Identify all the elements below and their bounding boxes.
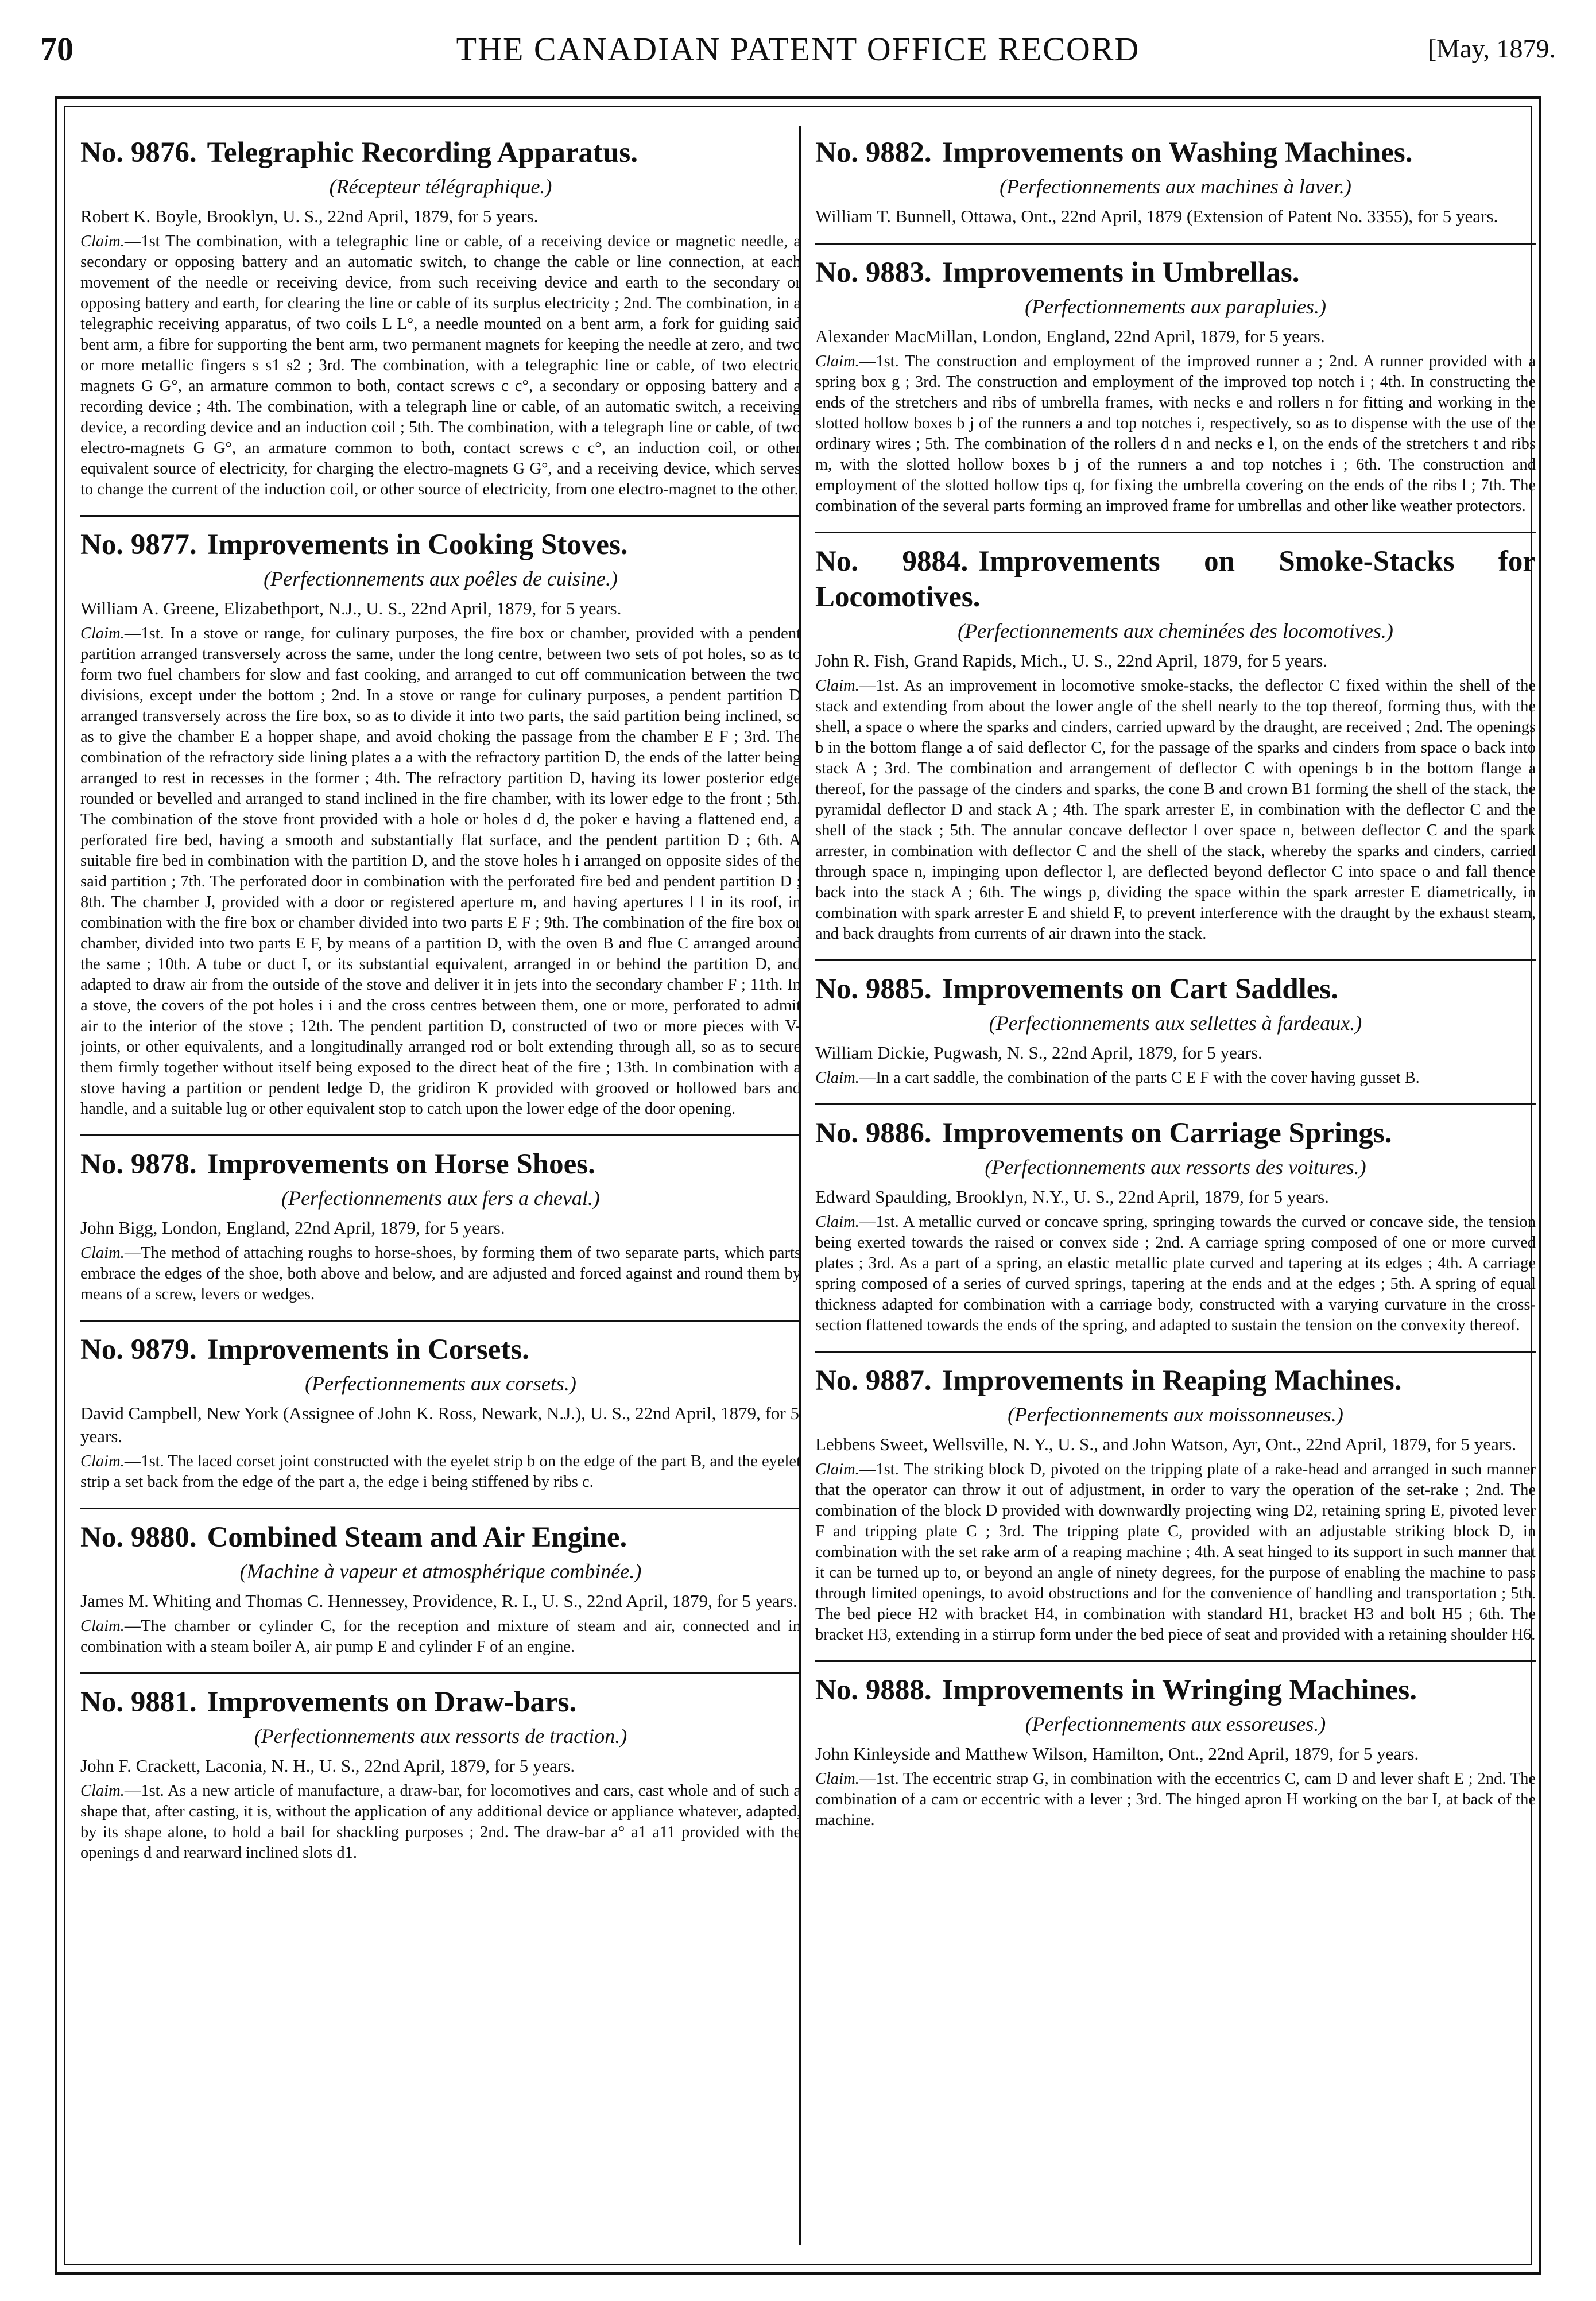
patent-inventor: John F. Crackett, Laconia, N. H., U. S., 22nd April, 1879, for 5 years.	[80, 1756, 575, 1776]
patent-number: No. 9879.	[80, 1334, 197, 1366]
patent-inventor: James M. Whiting and Thomas C. Hennessey, Providence, R. I., U. S., 22nd April, 1879, for 5 years.	[80, 1591, 797, 1611]
patent-french-title: (Perfectionnements aux essoreuses.)	[1025, 1713, 1326, 1736]
patent-entry	[80, 527, 801, 1119]
patent-title: Telegraphic Recording Apparatus.	[207, 137, 638, 169]
patent-heading	[815, 255, 1536, 290]
patent-french-title: (Perfectionnements aux cheminées des locomotives.)	[958, 619, 1393, 642]
entry-rule	[80, 1134, 801, 1136]
patent-heading	[815, 544, 1536, 615]
claim-text: —1st. As a new article of manufacture, a draw-bar, for locomotives and cars, cast whole and of such a shape that, after casting, it is, without the application of any additional device or appliance whatever, adapted, by its shape alone, to hold a bail for shackling purposes ; 2nd. The draw-bar a° a1 a11 provided with the openings d and rearward inclined slots d1.	[80, 1782, 801, 1862]
patent-number: No. 9881.	[80, 1686, 197, 1718]
patent-entry	[80, 1520, 801, 1657]
entry-rule	[80, 1508, 801, 1509]
entry-rule	[80, 1320, 801, 1322]
patent-claim	[80, 623, 801, 1119]
patent-heading	[815, 1115, 1536, 1151]
claim-label: Claim.	[815, 1770, 859, 1788]
patent-entry	[80, 1332, 801, 1493]
patent-heading	[80, 135, 801, 171]
patent-title: Improvements on Carriage Springs.	[942, 1117, 1392, 1149]
patent-title: Improvements in Wringing Machines.	[942, 1674, 1417, 1706]
claim-label: Claim.	[80, 1617, 125, 1635]
patent-title: Improvements on Horse Shoes.	[207, 1148, 595, 1180]
claim-text: —1st. A metallic curved or concave spring, springing towards the curved or concave side, the tension being exerted towards the raised or convex side ; 2nd. A carriage spring composed of one or more curved plates ; 3rd. As a part of a spring, an elastic metallic plate curved and tapering at its edges ; 4th. A carriage spring composed of a series of curved springs, tapering at the ends and at the edges ; 5th. A spring of equal thickness adapted for combination with a carriage body, constructed with a varying curvature in the cross-section flattened towards the ends of the spring, and adapted to sustain the tension on the convexity thereof.	[815, 1213, 1536, 1334]
patent-inventor: Robert K. Boyle, Brooklyn, U. S., 22nd April, 1879, for 5 years.	[80, 206, 539, 226]
patent-title: Combined Steam and Air Engine.	[207, 1521, 627, 1554]
claim-label: Claim.	[80, 1452, 125, 1470]
patent-french-title: (Perfectionnements aux corsets.)	[305, 1372, 576, 1395]
patent-entry	[80, 135, 801, 500]
patent-claim	[80, 1243, 801, 1305]
page-number: 70	[40, 30, 73, 68]
patent-inventor: William T. Bunnell, Ottawa, Ont., 22nd April, 1879 (Extension of Patent No. 3355), for 5 years.	[815, 206, 1498, 226]
claim-text: —The method of attaching roughs to horse-shoes, by forming them of two separate parts, which parts embrace the edges of the shoe, both above and below, and are adjusted and forced against and round them by means of a screw, levers or wedges.	[80, 1244, 801, 1303]
patent-claim	[80, 231, 801, 500]
claim-text: —1st. The laced corset joint constructed with the eyelet strip b on the edge of the part B, and the eyelet strip a set back from the edge of the part a, the edge i being stiffened by ribs c.	[80, 1452, 801, 1491]
claim-text: —The chamber or cylinder C, for the reception and mixture of steam and air, connected and in combination with a steam boiler A, air pump E and cylinder F of an engine.	[80, 1617, 801, 1656]
patent-claim	[815, 351, 1536, 517]
patent-french-title: (Perfectionnements aux moissonneuses.)	[1008, 1403, 1343, 1426]
patent-entry	[80, 1146, 801, 1305]
patent-heading	[815, 971, 1536, 1007]
patent-title: Improvements in Corsets.	[207, 1334, 530, 1366]
claim-label: Claim.	[80, 1782, 125, 1800]
patent-heading	[815, 135, 1536, 171]
patent-number: No. 9876.	[80, 137, 197, 169]
entry-rule	[80, 1672, 801, 1674]
patent-number: No. 9884.	[815, 545, 969, 578]
patent-claim	[815, 676, 1536, 944]
patent-entry	[815, 1672, 1536, 1831]
patent-title: Improvements on Washing Machines.	[942, 137, 1413, 169]
patent-heading	[815, 1363, 1536, 1399]
patent-entry	[815, 544, 1536, 944]
patent-inventor: John Bigg, London, England, 22nd April, 1879, for 5 years.	[80, 1218, 505, 1238]
patent-heading	[80, 1684, 801, 1720]
patent-inventor: William Dickie, Pugwash, N. S., 22nd April, 1879, for 5 years.	[815, 1043, 1262, 1063]
claim-label: Claim.	[80, 233, 125, 250]
claim-label: Claim.	[815, 352, 859, 370]
patent-number: No. 9886.	[815, 1117, 932, 1149]
claim-text: —1st. In a stove or range, for culinary purposes, the fire box or chamber, provided with a pendent partition arranged transversely across the same, under the long centre, between two sets of pot holes, so as to form two fuel chambers for slow and fast cooking, and arranged to cut off communication between the two divisions, except under the bottom ; 2nd. In a stove or range for culinary purposes, a pendent partition D arranged transversely across the fire box, so as to divide it into two parts, the said partition being inclined, so as to give the chamber E a hopper shape, and avoid choking the passage from the chamber E F ; 3rd. The combination of the refractory side lining plates a a with the refractory partition D, the ends of the latter being arranged to rest in recesses in the former ; 4th. The refractory partition D, having its lower posterior edge rounded or bevelled and arranged to stand inclined in the fire chamber, with its lower edge to the front ; 5th. The combination of the stove front provided with a hole or holes d d, the poker e having a flattened end, a perforated fire bed, having a smooth and substantially flat surface, and the pendent partition D ; 6th. A suitable fire bed in combination with the partition D, and the stove holes h i arranged on opposite sides of the said partition ; 7th. The perforated door in combination with the perforated fire bed and pendent partition D ; 8th. The chamber J, provided with a door or registered aperture m, and having apertures l l in its roof, in combination with the fire box or chamber divided into two parts E F ; 9th. The combination of the fire box or chamber, divided into two parts E F, by means of a partition D, with the oven B and flue C arranged around the same ; 10th. A tube or duct I, or its substantial equivalent, arranged in or behind the partition D, and adapted to draw air from the outside of the stove and deliver it in jets into the secondary chamber F ; 11th. In a stove, the covers of the pot holes i i and the cross centres between them, one or more, perforated to admit air to the interior of the stove ; 12th. The pendent partition D, constructed of two or more pieces with V-joints, or other equivalents, and a longitudinally arranged rod or bolt extending through all, so as to secure them firmly together without itself being exposed to the direct heat of the fire ; 13th. In combination with a stove having a partition or pendent ledge D, the gridiron K provided with grooved or hollowed bars and handle, and a suitable lug or other equivalent stop to catch upon the lower edge of the door opening.	[80, 625, 801, 1118]
patent-french-title: (Récepteur télégraphique.)	[329, 175, 552, 198]
claim-label: Claim.	[815, 677, 859, 695]
right-column	[815, 135, 1536, 1846]
patent-entry	[815, 1363, 1536, 1645]
claim-text: —1st. The eccentric strap G, in combination with the eccentrics C, cam D and lever shaft E ; 2nd. The combination of a cam or eccentric with a lever ; 3rd. The hinged apron H working on the bar I, at back of the machine.	[815, 1770, 1536, 1829]
patent-heading	[80, 1520, 801, 1555]
patent-inventor: John Kinleyside and Matthew Wilson, Hamilton, Ont., 22nd April, 1879, for 5 years.	[815, 1744, 1419, 1764]
patent-entry	[815, 1115, 1536, 1336]
patent-number: No. 9880.	[80, 1521, 197, 1554]
claim-text: —1st. The striking block D, pivoted on the tripping plate of a rake-head and arranged in such manner that the operator can throw it out of adjustment, in order to vary the operation of the set-rake ; 2nd. The combination of the block D provided with downwardly projecting wing D2, retaining spring E, pivoted lever F and tripping plate C ; 3rd. The tripping plate C, provided with an adjustable striking block D, in combination with the set rake arm of a reaping machine ; 4th. A seat hinged to its support in such manner that it can be turned up to, or beyond an angle of ninety degrees, for the purpose of enabling the machine to pass through limited openings, to avoid obstructions and for the convenience of handling and transportation ; 5th. The bed piece H2 with bracket H4, in combination with standard H1, bracket H3 and bolt H5 ; 6th. The bracket H3, extending in a stirrup form under the bed piece of seat and provided with a retaining shoulder H6.	[815, 1461, 1536, 1644]
claim-label: Claim.	[815, 1213, 859, 1231]
patent-claim	[80, 1781, 801, 1864]
patent-title: Improvements in Cooking Stoves.	[207, 529, 628, 561]
patent-french-title: (Perfectionnements aux ressorts des voitures.)	[985, 1156, 1366, 1179]
patent-heading	[80, 527, 801, 563]
claim-label: Claim.	[815, 1461, 859, 1478]
patent-inventor: Alexander MacMillan, London, England, 22nd April, 1879, for 5 years.	[815, 326, 1325, 346]
patent-number: No. 9882.	[815, 137, 932, 169]
issue-date: [May, 1879.	[1427, 34, 1556, 63]
patent-title: Improvements in Reaping Machines.	[942, 1365, 1402, 1397]
patent-number: No. 9878.	[80, 1148, 197, 1180]
entry-rule	[815, 1103, 1536, 1105]
patent-french-title: (Perfectionnements aux sellettes à fardeaux.)	[989, 1012, 1362, 1035]
patent-title: Improvements on Cart Saddles.	[942, 973, 1339, 1005]
claim-label: Claim.	[80, 1244, 125, 1262]
patent-entry	[815, 971, 1536, 1088]
patent-inventor: David Campbell, New York (Assignee of John K. Ross, Newark, N.J.), U. S., 22nd April, 1879, for 5 years.	[80, 1403, 799, 1446]
claim-text: —In a cart saddle, the combination of the parts C E F with the cover having gusset B.	[859, 1069, 1420, 1087]
patent-inventor: John R. Fish, Grand Rapids, Mich., U. S., 22nd April, 1879, for 5 years.	[815, 650, 1328, 671]
patent-heading	[80, 1332, 801, 1368]
patent-french-title: (Machine à vapeur et atmosphérique combinée.)	[239, 1560, 642, 1583]
patent-entry	[815, 255, 1536, 517]
patent-number: No. 9888.	[815, 1674, 932, 1706]
patent-french-title: (Perfectionnements aux poêles de cuisine.)	[264, 567, 618, 590]
entry-rule	[815, 1660, 1536, 1662]
claim-label: Claim.	[815, 1069, 859, 1087]
patent-title: Improvements in Umbrellas.	[942, 257, 1300, 289]
claim-text: —1st. As an improvement in locomotive smoke-stacks, the deflector C fixed within the shell of the stack and extending from about the lower angle of the shell nearly to the top thereof, forming thus, with the shell, a space o where the sparks and cinders, carried upward by the draught, are received ; 2nd. The openings b in the bottom flange a of said deflector C, for the passage of the sparks and cinders from space o back into stack A ; 3rd. The combination and arrangement of deflector C with openings b in the bottom flange a thereof, for the passage of the cinders and sparks, the cone B and crown B1 forming the shell of the stack, the pyramidal deflector D and stack A ; 4th. The spark arrester E, in combination with the deflector C and the shell of the stack ; 5th. The annular concave deflector l over space n, between deflector C and the spark arrester, in combination with deflector C and the shell of the stack, whereby the sparks and cinders, carried through space n, impinging upon deflector l, are deflected beyond deflector C into space o and fall thence back into the stack A ; 6th. The wings p, dividing the space within the spark arrester E diametrically, in combination with spark arrester E and shield F, to prevent interference with the draught by the exhaust steam, and back draughts from currents of air drawn into the stack.	[815, 677, 1536, 943]
entry-rule	[815, 1351, 1536, 1353]
patent-heading	[815, 1672, 1536, 1708]
patent-entry	[80, 1684, 801, 1864]
patent-french-title: (Perfectionnements aux ressorts de traction.)	[254, 1725, 627, 1748]
patent-title: Improvements on Smoke-Stacks for Locomotives.	[815, 545, 1536, 613]
claim-label: Claim.	[80, 625, 125, 642]
patent-claim	[815, 1212, 1536, 1336]
claim-text: —1st The combination, with a telegraphic line or cable, of a receiving device or magnetic needle, a secondary or opposing battery and an automatic switch, to change the cable or line connection, at each movement of the needle or receiving device, from such receiving device and earth to the secondary or opposing battery and earth, for clearing the line or cable of its surplus electricity ; 2nd. The combination, in a telegraphic receiving apparatus, of two coils L L°, a needle mounted on a bent arm, a fork for guiding said bent arm, a fibre for supporting the bent arm, two permanent magnets for keeping the needle at zero, and two or more metallic fingers s s1 s2 ; 3rd. The combination, with a telegraphic line or cable, of two electric magnets G G°, an armature common to both, contact screws c c°, a secondary or opposing battery and a recording device ; 4th. The combination, with a telegraph line or cable, of an automatic switch, a receiving device, a recording device and an induction coil ; 5th. The combination, with a telegraph line or cable, of two electro-magnets G G°, an armature common to both, contact screws c c°, an induction coil, or other equivalent source of electricity, for charging the electro-magnets G G°, and a receiving device, which serves to change the current of the induction coil, or other source of electricity, from one electro-magnet to the other.	[80, 233, 801, 498]
patent-number: No. 9885.	[815, 973, 932, 1005]
claim-text: —1st. The construction and employment of the improved runner a ; 2nd. A runner provided with a spring box g ; 3rd. The construction and employment of the improved top notch i ; 4th. In constructing the ends of the stretchers and ribs of umbrella frames, with necks e and rollers n for fitting and working in the slotted hollow boxes b j of the runners a and top notches i, respectively, so as to dispense with the use of the ordinary wires ; 5th. The combination of the rollers d n and necks e l, on the ends of the stretchers t and ribs m, with the slotted hollow boxes b j of the runners a and top notches i ; 6th. The construction and employment of the slotted hollow tips q, for fixing the umbrella covering on the ends of the ribs l ; 7th. The combination of the several parts forming an improved frame for umbrellas and other like weather protectors.	[815, 352, 1536, 515]
patent-entry	[815, 135, 1536, 228]
entry-rule	[815, 243, 1536, 245]
patent-heading	[80, 1146, 801, 1182]
publication-title: THE CANADIAN PATENT OFFICE RECORD	[456, 30, 1140, 68]
page-header	[40, 30, 1556, 76]
patent-claim	[815, 1068, 1536, 1088]
left-column	[80, 135, 801, 1878]
entry-rule	[815, 959, 1536, 961]
patent-claim	[80, 1616, 801, 1657]
patent-claim	[80, 1451, 801, 1493]
patent-number: No. 9877.	[80, 529, 197, 561]
patent-inventor: Edward Spaulding, Brooklyn, N.Y., U. S., 22nd April, 1879, for 5 years.	[815, 1187, 1329, 1207]
patent-title: Improvements on Draw-bars.	[207, 1686, 577, 1718]
patent-number: No. 9887.	[815, 1365, 932, 1397]
patent-inventor: Lebbens Sweet, Wellsville, N. Y., U. S., and John Watson, Ayr, Ont., 22nd April, 1879, for 5 years.	[815, 1434, 1517, 1454]
patent-french-title: (Perfectionnements aux fers a cheval.)	[281, 1187, 600, 1210]
entry-rule	[815, 532, 1536, 533]
patent-claim	[815, 1769, 1536, 1831]
patent-claim	[815, 1459, 1536, 1645]
patent-french-title: (Perfectionnements aux parapluies.)	[1025, 295, 1326, 318]
patent-french-title: (Perfectionnements aux machines à laver.)	[1000, 175, 1351, 198]
patent-inventor: William A. Greene, Elizabethport, N.J., U. S., 22nd April, 1879, for 5 years.	[80, 598, 622, 618]
patent-number: No. 9883.	[815, 257, 932, 289]
entry-rule	[80, 515, 801, 517]
